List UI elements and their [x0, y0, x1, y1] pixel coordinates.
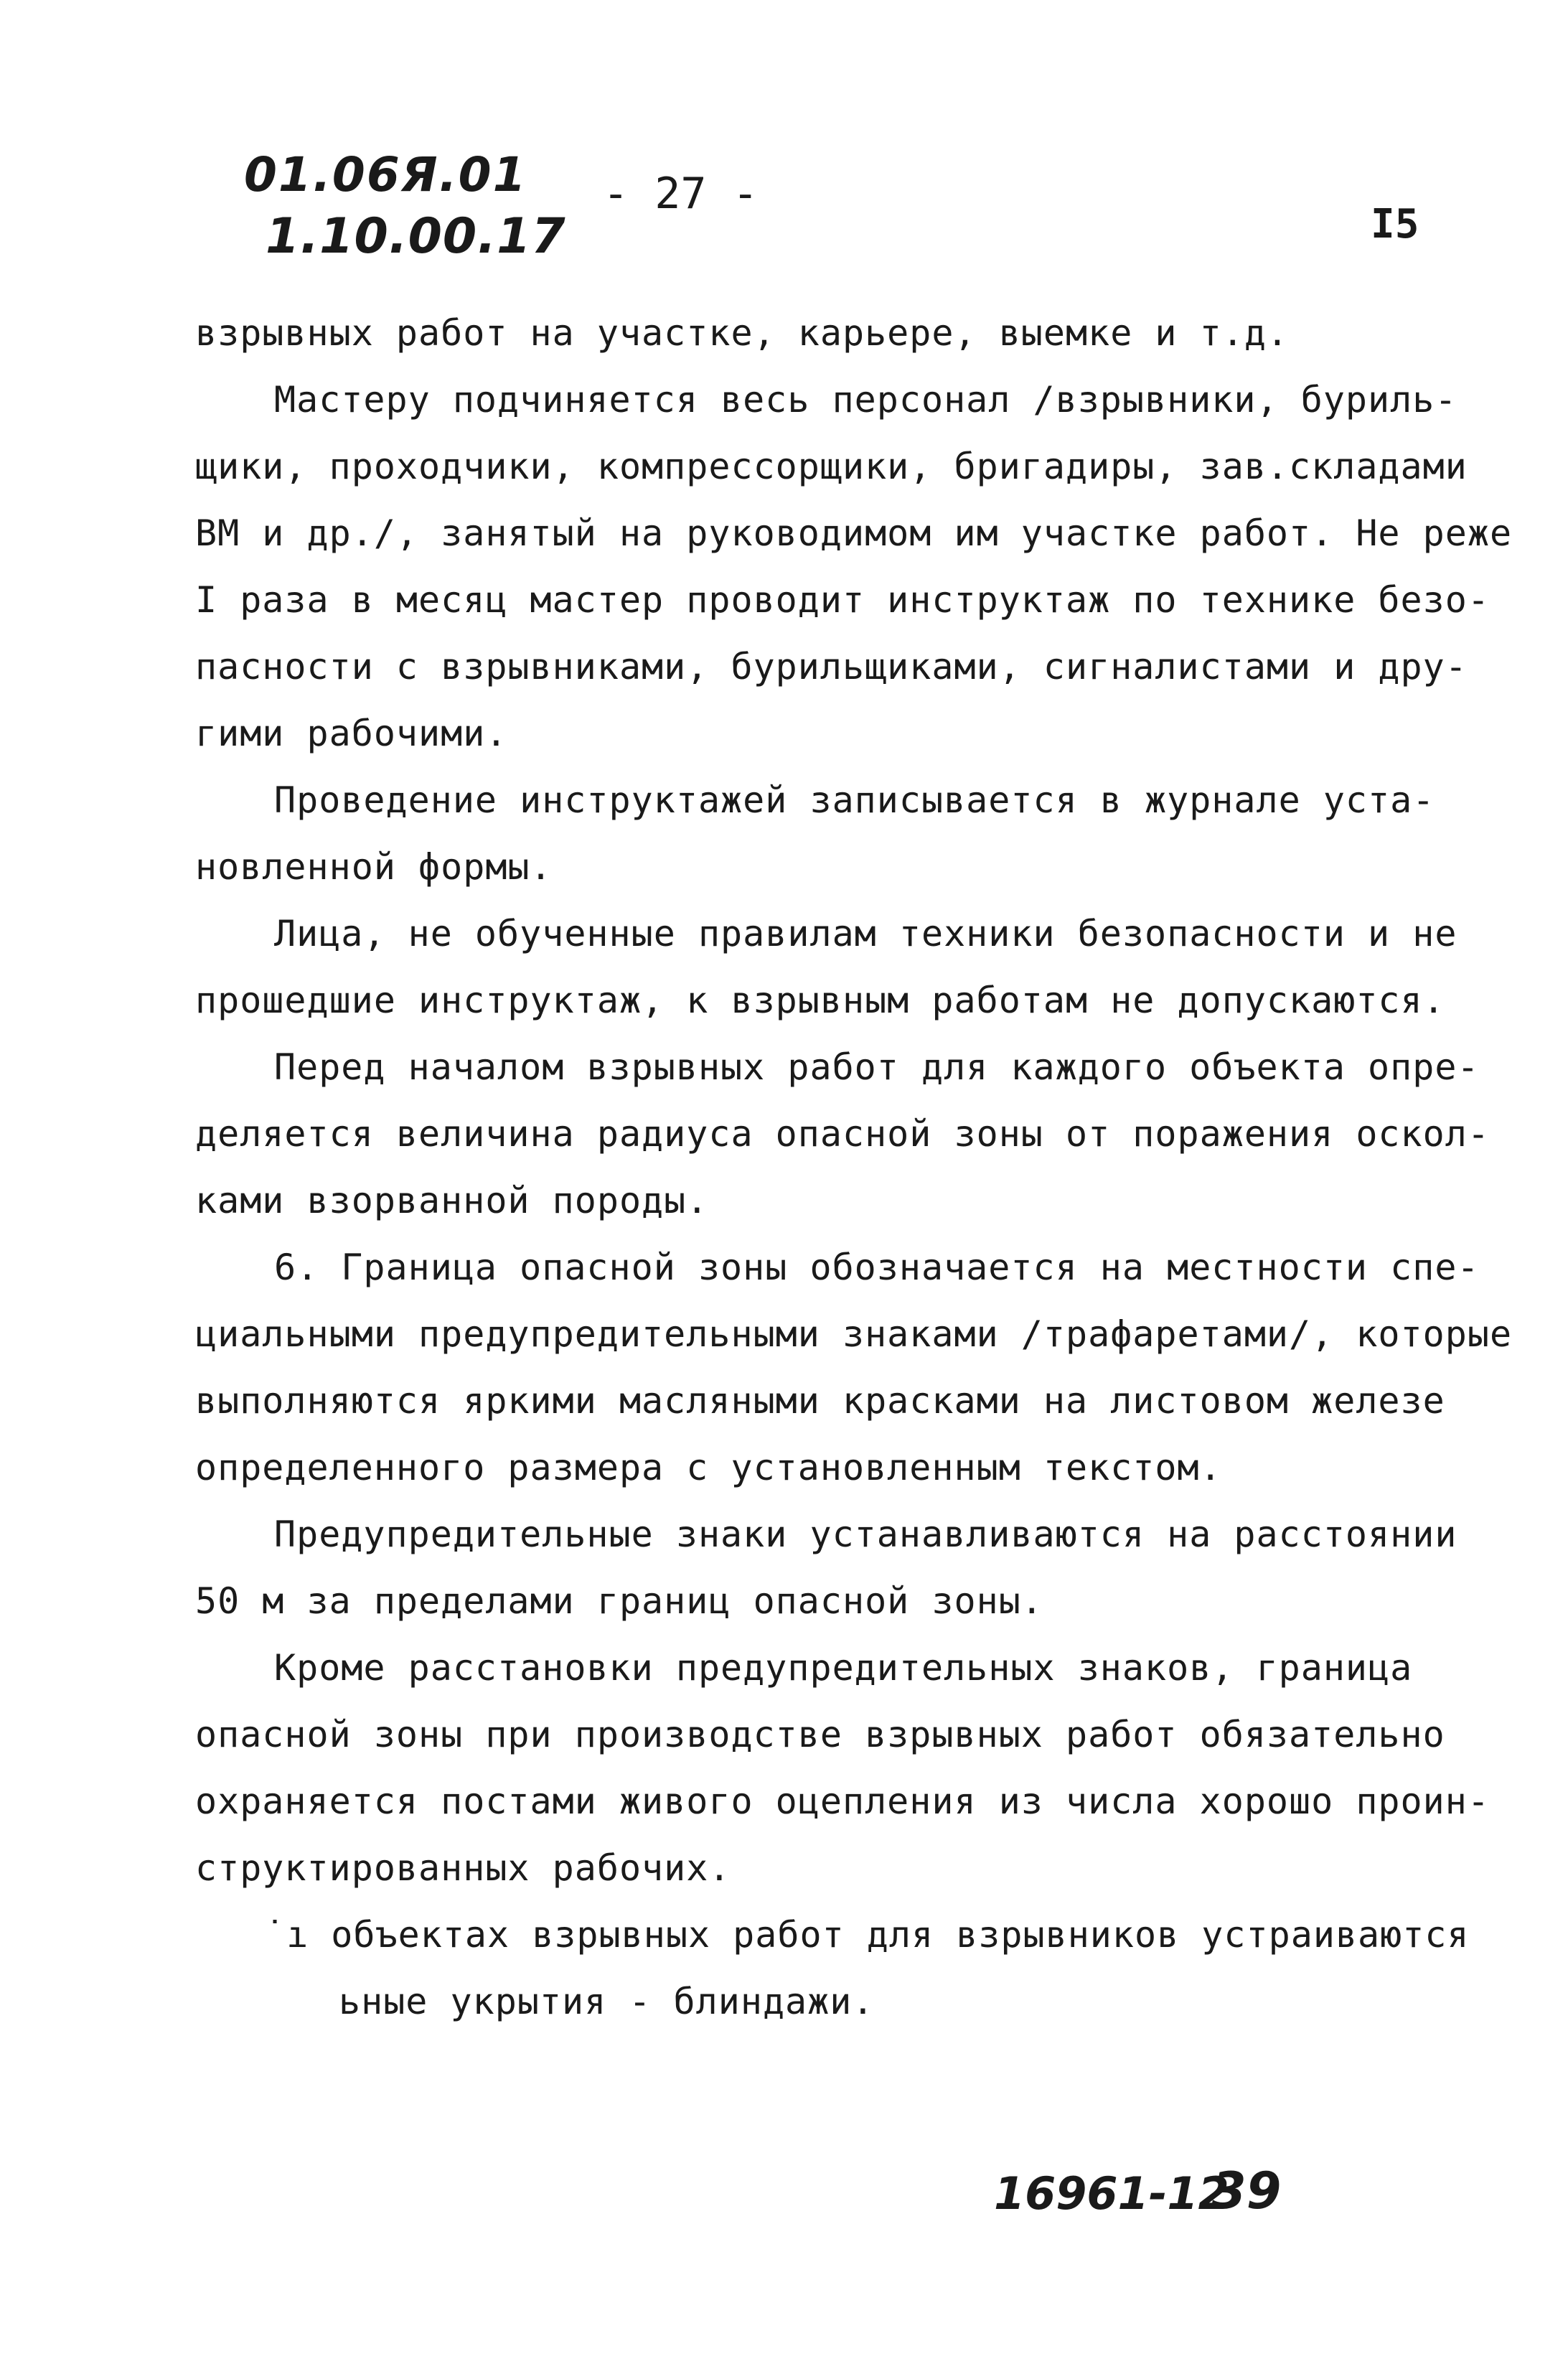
text-line: ˙ı объектах взрывных работ для взрывников устраиваются — [264, 1914, 1470, 1956]
document-code-line1: 01.06Я.01 — [244, 147, 527, 202]
text-line: выполняются яркими масляными красками на листовом железе — [195, 1380, 1445, 1422]
text-line: щики, проходчики, компрессорщики, бригадиры, зав.складами — [195, 446, 1468, 487]
text-line: Проведение инструктажей записывается в журнале уста- — [274, 779, 1435, 821]
text-line: ками взорванной породы. — [195, 1180, 709, 1221]
text-line: структированных рабочих. — [195, 1847, 731, 1889]
footer-document-code: 16961-12 — [994, 2167, 1229, 2220]
text-line: новленной формы. — [195, 846, 553, 888]
document-body — [195, 300, 1513, 2035]
text-line: взрывных работ на участке, карьере, выемке и т.д. — [195, 312, 1290, 354]
text-line: охраняется постами живого оцепления из числа хорошо проин- — [195, 1780, 1490, 1822]
text-line: определенного размера с установленным текстом. — [195, 1447, 1222, 1488]
text-line: ВМ и др./, занятый на руководимом им участке работ. Не реже — [195, 512, 1513, 554]
sheet-number: I5 — [1371, 201, 1419, 248]
footer-sheet-number: 39 — [1211, 2162, 1282, 2220]
text-line: 50 м за пределами границ опасной зоны. — [195, 1580, 1043, 1622]
document-code-line2: 1.10.00.17 — [266, 208, 566, 265]
text-line: Кроме расстановки предупредительных знаков, граница — [274, 1647, 1413, 1689]
text-line: циальными предупредительными знаками /трафаретами/, которые — [195, 1313, 1513, 1355]
text-line: ьные укрытия - блиндажи. — [339, 1981, 875, 2022]
text-line: пасности с взрывниками, бурильщиками, сигналистами и дру- — [195, 646, 1468, 688]
text-line: деляется величина радиуса опасной зоны от поражения оскол- — [195, 1113, 1490, 1155]
text-line: Перед началом взрывных работ для каждого объекта опре- — [274, 1046, 1480, 1088]
text-line: гими рабочими. — [195, 713, 508, 754]
text-line: Мастеру подчиняется весь персонал /взрывники, буриль- — [274, 379, 1457, 421]
text-line: прошедшие инструктаж, к взрывным работам не допускаются. — [195, 980, 1445, 1021]
text-line: I раза в месяц мастер проводит инструктаж по технике безо- — [195, 579, 1490, 621]
text-line: опасной зоны при производстве взрывных работ обязательно — [195, 1714, 1445, 1755]
text-line: 6. Граница опасной зоны обозначается на местности спе- — [274, 1247, 1480, 1288]
page-number: - 27 - — [603, 169, 759, 219]
text-line: Лица, не обученные правилам техники безопасности и не — [274, 913, 1457, 954]
text-line: Предупредительные знаки устанавливаются на расстоянии — [274, 1514, 1457, 1555]
